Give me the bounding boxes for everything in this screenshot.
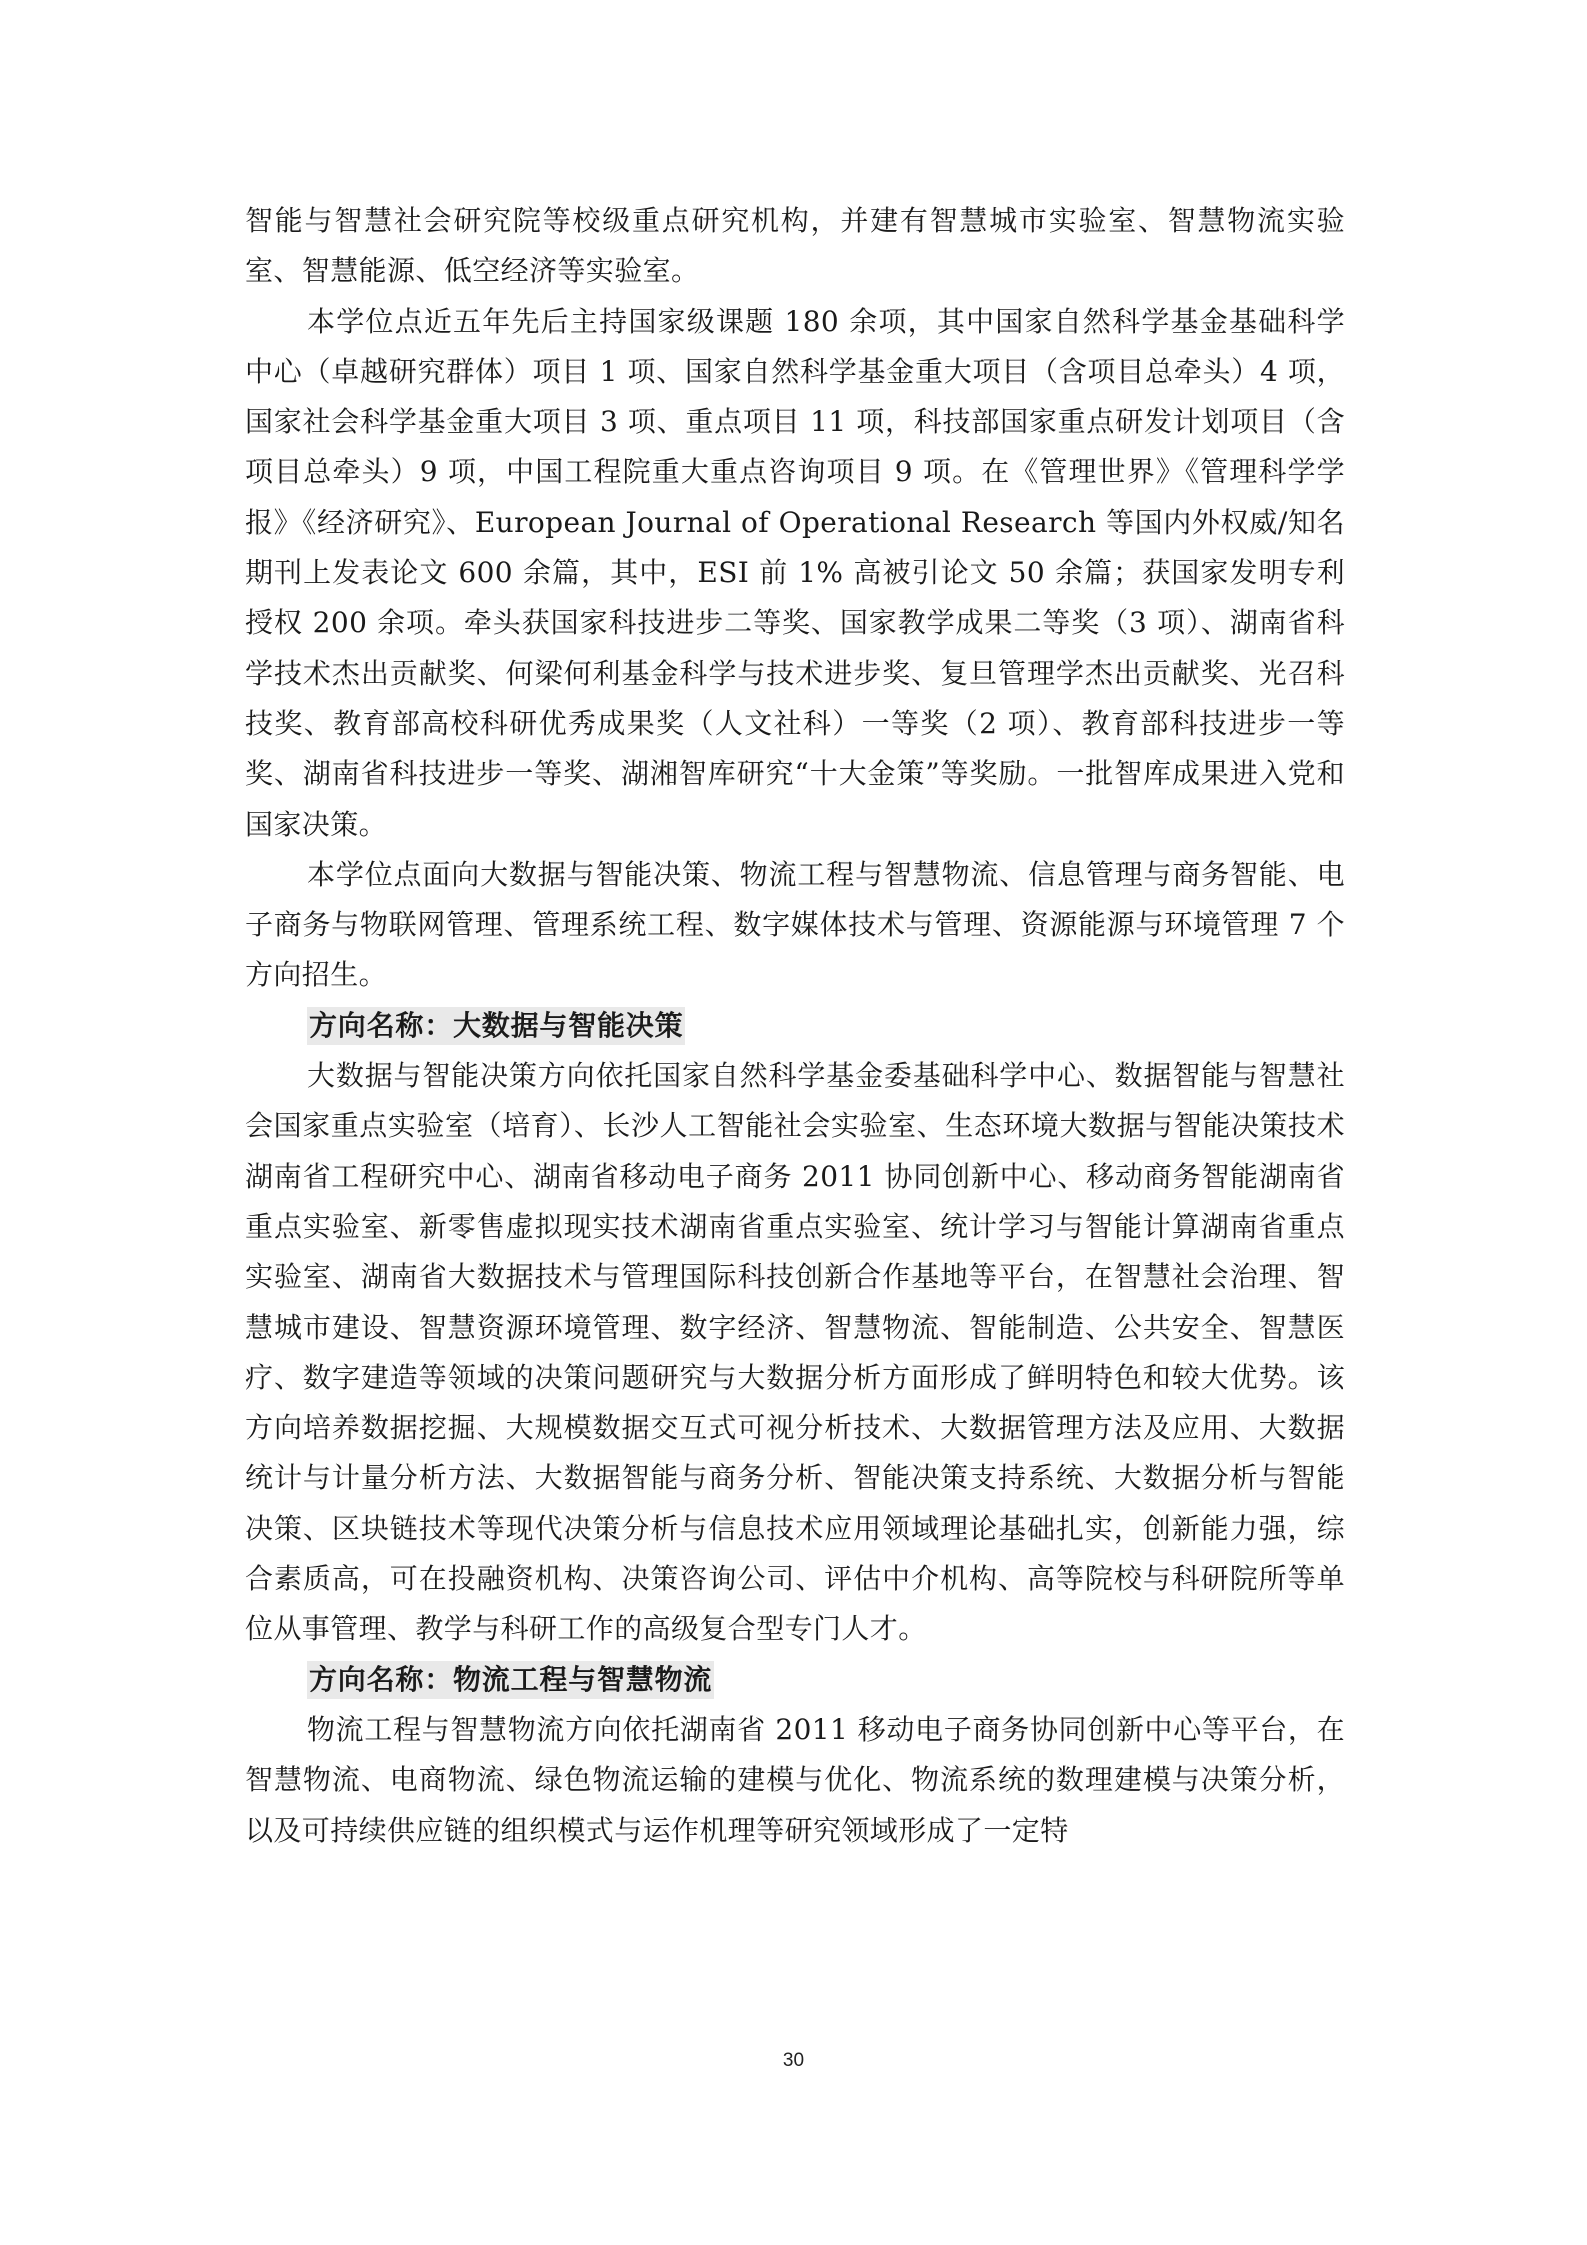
page-body [245,196,1345,1856]
paragraph-logistics-direction: 物流工程与智慧物流方向依托湖南省 2011 移动电子商务协同创新中心等平台，在智慧物流、电商物流、绿色物流运输的建模与优化、物流系统的数理建模与决策分析，以及可持续供应链的组织模式与运作机理等研究领域形成了一定特 [245,1712,1345,1847]
paragraph-institutions: 智能与智慧社会研究院等校级重点研究机构，并建有智慧城市实验室、智慧物流实验室、智慧能源、低空经济等实验室。 [245,204,1345,288]
page-number: 30 [782,2050,805,2071]
section-heading-row-logistics [245,1655,1345,1705]
paragraph-bigdata-direction: 大数据与智能决策方向依托国家自然科学基金委基础科学中心、数据智能与智慧社会国家重点实验室（培育）、长沙人工智能社会实验室、生态环境大数据与智能决策技术湖南省工程研究中心、湖南省移动电子商务 2011 协同创新中心、移动商务智能湖南省重点实验室、新零售虚拟现实技术湖南省重点实验室、统计学习与智能计算湖南省重点实验室、湖南省大数据技术与管理国际科技创新合作基地等平台，在智慧社会治理、智慧城市建设、智慧资源环境管理、数字经济、智慧物流、智能制造、公共安全、智慧医疗、数字建造等领域的决策问题研究与大数据分析方面形成了鲜明特色和较大优势。该方向培养数据挖掘、大规模数据交互式可视分析技术、大数据管理方法及应用、大数据统计与计量分析方法、大数据智能与商务分析、智能决策支持系统、大数据分析与智能决策、区块链技术等现代决策分析与信息技术应用领域理论基础扎实，创新能力强，综合素质高，可在投融资机构、决策咨询公司、评估中介机构、高等院校与科研院所等单位从事管理、教学与科研工作的高级复合型专门人才。 [245,1059,1345,1646]
paragraph-enrollment-directions: 本学位点面向大数据与智能决策、物流工程与智慧物流、信息管理与商务智能、电子商务与物联网管理、管理系统工程、数字媒体技术与管理、资源能源与环境管理 7 个方向招生。 [245,857,1345,992]
section-heading-logistics: 方向名称：物流工程与智慧物流 [307,1661,714,1699]
paragraph-research-achievements: 本学位点近五年先后主持国家级课题 180 余项，其中国家自然科学基金基础科学中心（卓越研究群体）项目 1 项、国家自然科学基金重大项目（含项目总牵头）4 项，国家社会科学基金重大项目 3 项、重点项目 11 项，科技部国家重点研发计划项目（含项目总牵头）9 项，中国工程院重大重点咨询项目 9 项。在《管理世界》《管理科学学报》《经济研究》、European Journal of Operational Research 等国内外权威/知名期刊上发表论文 600 余篇，其中，ESI 前 1% 高被引论文 50 余篇；获国家发明专利授权 200 余项。牵头获国家科技进步二等奖、国家教学成果二等奖（3 项）、湖南省科学技术杰出贡献奖、何梁何利基金科学与技术进步奖、复旦管理学杰出贡献奖、光召科技奖、教育部高校科研优秀成果奖（人文社科）一等奖（2 项）、教育部科技进步一等奖、湖南省科技进步一等奖、湖湘智库研究“十大金策”等奖励。一批智库成果进入党和国家决策。 [245,304,1345,841]
section-heading-bigdata: 方向名称：大数据与智能决策 [307,1007,685,1045]
section-heading-row-bigdata [245,1001,1345,1051]
